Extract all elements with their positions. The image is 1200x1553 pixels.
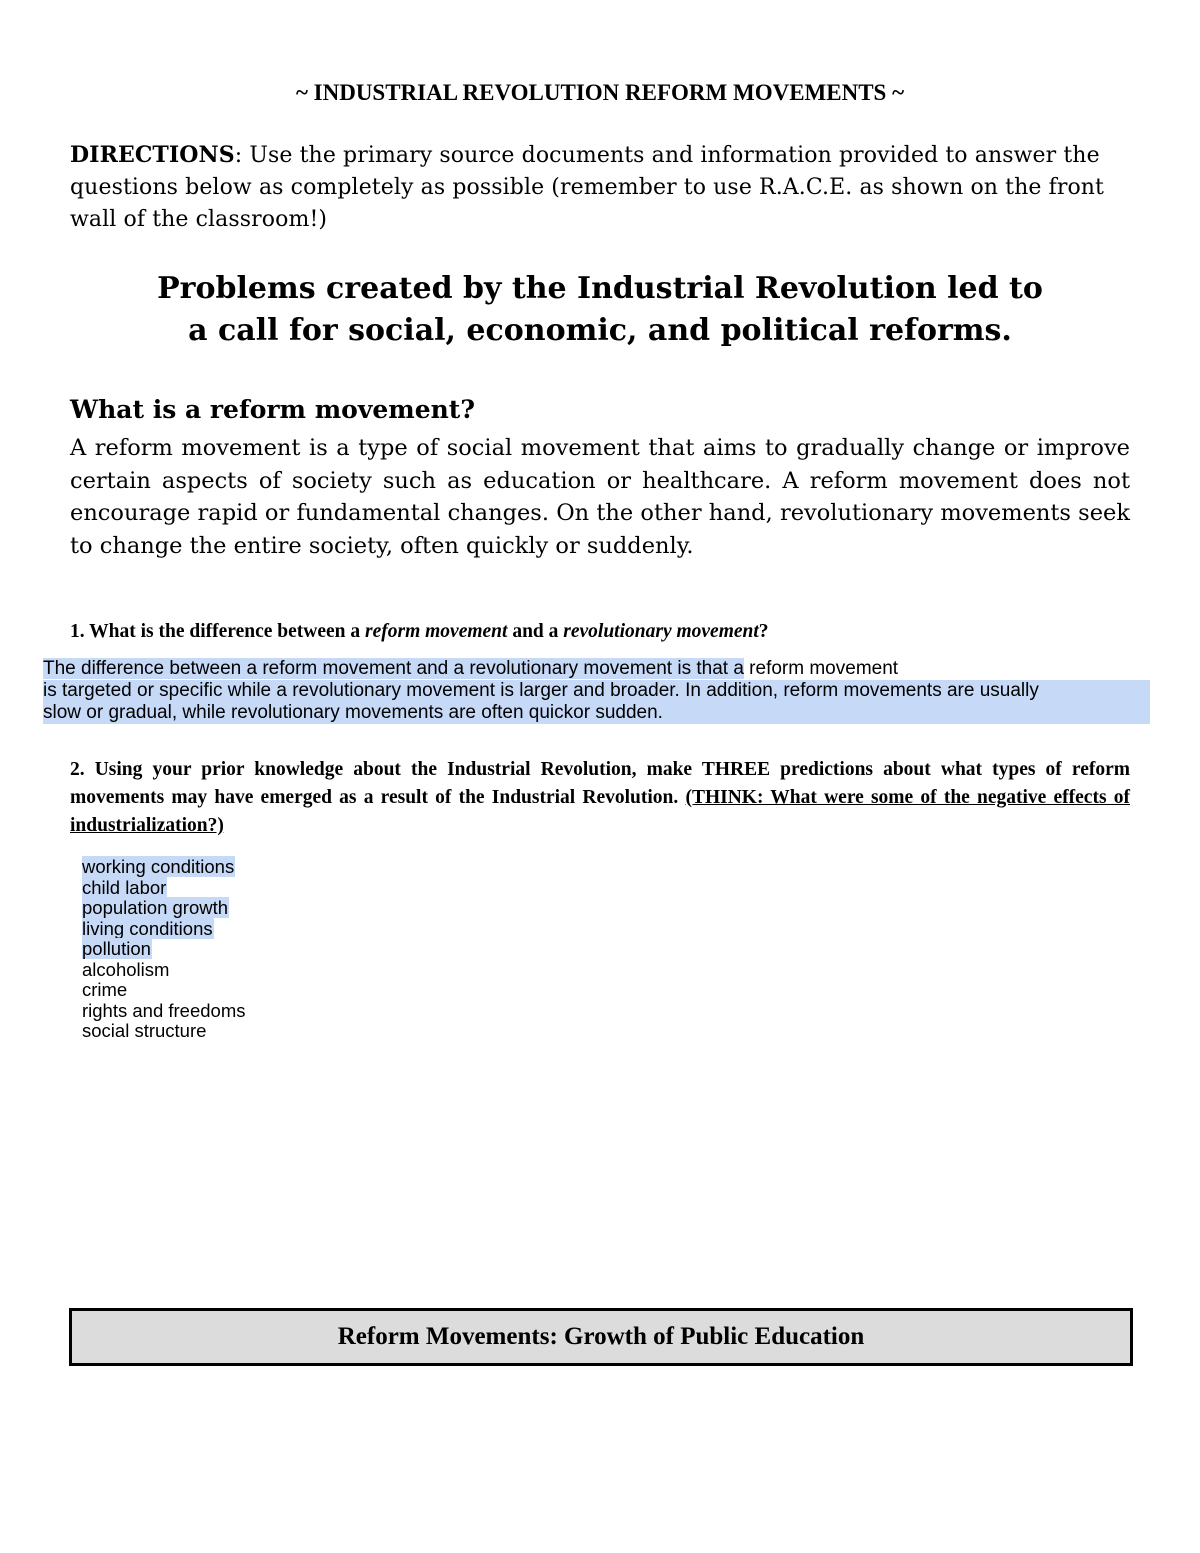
answer-1-line-3: slow or gradual, while revolutionary movements are often quickor sudden.	[43, 702, 1150, 724]
definition-heading: What is a reform movement?	[70, 395, 476, 424]
section-header-box	[69, 1308, 1133, 1366]
question-1	[70, 621, 769, 643]
thesis-line-1: Problems created by the Industrial Revolution led to	[157, 271, 1043, 306]
question-2-think-prompt: (THINK: What were some of the negative effects of industrialization?)	[70, 787, 1130, 836]
list-item: social structure	[82, 1020, 207, 1041]
question-1-middle: and a	[507, 621, 564, 642]
list-item: rights and freedoms	[82, 999, 246, 1021]
answer-1-textbox[interactable]	[43, 658, 1150, 724]
answer-1-line-2: is targeted or specific while a revolutionary movement is larger and broader. In addition, reform movements are usually	[43, 680, 1150, 702]
worksheet-title: ~ INDUSTRIAL REVOLUTION REFORM MOVEMENTS ~	[295, 80, 905, 105]
question-1-suffix: ?	[758, 621, 769, 642]
question-2	[70, 756, 1130, 840]
section-header-title: Reform Movements: Growth of Public Education	[337, 1323, 865, 1350]
answer-1-highlighted-text: The difference between a reform movement and a revolutionary movement is that a	[43, 658, 744, 679]
answer-1-line-1-rest: reform movement	[743, 658, 899, 679]
directions-paragraph	[70, 139, 1140, 236]
list-item: working conditions	[82, 856, 235, 877]
list-item: pollution	[82, 938, 151, 959]
list-item: living conditions	[82, 917, 213, 939]
answer-2-list[interactable]	[82, 857, 247, 1042]
list-item: population growth	[82, 897, 229, 918]
question-1-term-reform: reform movement	[365, 621, 508, 642]
thesis-statement	[0, 268, 1200, 352]
list-item: child labor	[82, 876, 167, 898]
thesis-line-2: a call for social, economic, and political reforms.	[188, 313, 1012, 348]
directions-text: : Use the primary source documents and information provided to answer the questions below as completely as possible (remember to use R.A.C.E. as shown on the front wall of the classroom!)	[70, 143, 1104, 232]
list-item: alcoholism	[82, 958, 170, 980]
list-item: crime	[82, 979, 128, 1000]
answer-1-line-1	[43, 658, 1150, 680]
directions-label: DIRECTIONS	[70, 142, 235, 168]
definition-body: A reform movement is a type of social movement that aims to gradually change or improve certain aspects of society such as education or healthcare. A reform movement does not encourage rapid or fundamental changes. On the other hand, revolutionary movements seek to change the entire society, often quickly or suddenly.	[70, 435, 1130, 559]
question-2-text: 2. Using your prior knowledge about the Industrial Revolution, make THREE predictions about what types of reform movements may have emerged as a result of the Industrial Revolution.	[70, 759, 1130, 808]
question-1-prefix: 1. What is the difference between a	[70, 621, 365, 642]
question-1-term-revolutionary: revolutionary movement	[563, 621, 759, 642]
